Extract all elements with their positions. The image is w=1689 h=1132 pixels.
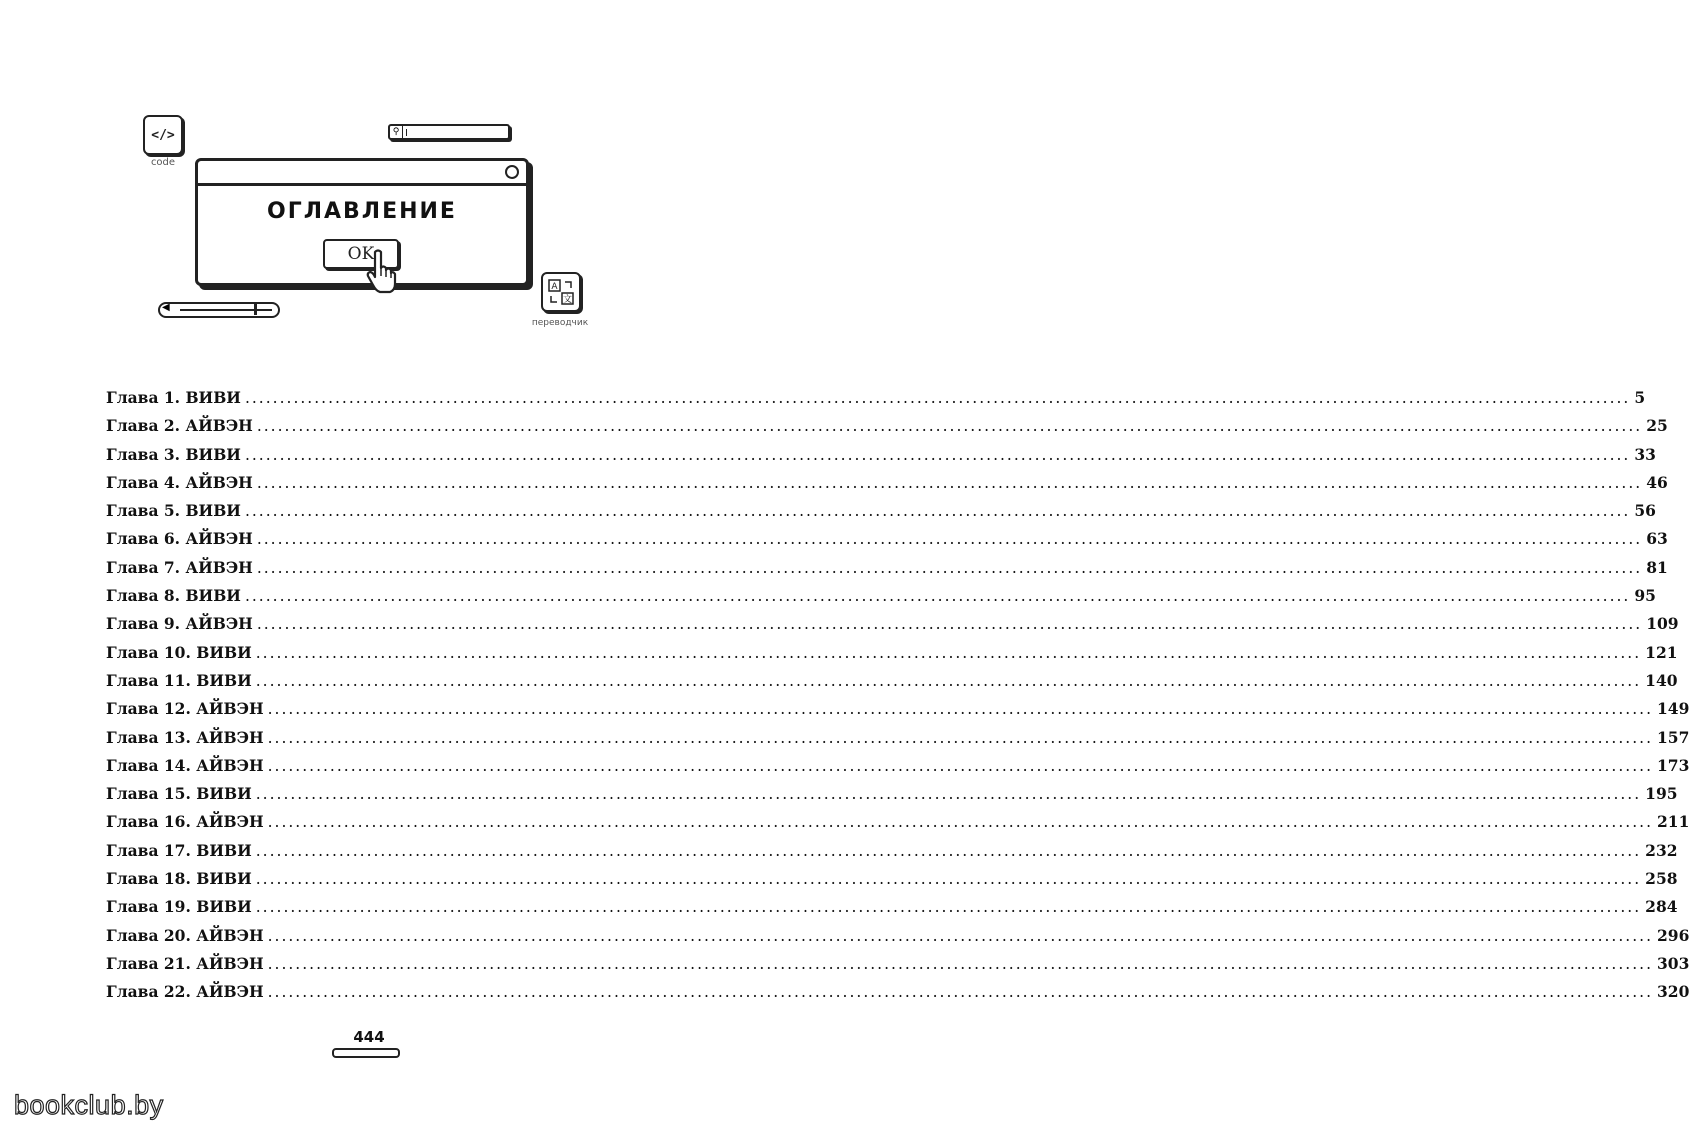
toc-entry-page: 157 [1657,727,1689,747]
toc-leader-dots: ........................................................................................................................................................................................................ [267,700,1653,719]
toc-entry-title: Глава 11. ВИВИ [106,670,252,690]
toc-entry-page: 303 [1657,953,1689,973]
toc-entry-title: Глава 16. АЙВЭН [106,812,264,832]
toc-entry-page: 46 [1646,472,1668,492]
toc-entry[interactable] [106,444,1656,473]
toc-entry-page: 149 [1657,699,1689,719]
toc-entry-title: Глава 15. ВИВИ [106,784,252,804]
page-number: 444 [353,1028,385,1046]
toc-entry-title: Глава 1. ВИВИ [106,388,241,407]
toc-entry-title: Глава 2. АЙВЭН [106,416,253,436]
toc-entry[interactable] [106,897,1678,925]
toc-leader-dots: ........................................................................................................................................................................................................ [256,530,1643,549]
toc-entry[interactable] [106,388,1646,416]
toc-entry[interactable] [106,925,1689,954]
toc-entry[interactable] [106,670,1678,699]
toc-entry-title: Глава 12. АЙВЭН [106,699,264,719]
toc-entry-page: 195 [1645,784,1678,804]
volume-knob[interactable] [254,303,257,315]
toc-entry-title: Глава 8. ВИВИ [106,586,241,606]
svg-text:文: 文 [562,295,573,305]
toc-entry-page: 140 [1645,670,1678,690]
toc-entry-title: Глава 9. АЙВЭН [106,614,253,634]
toc-leader-dots: ........................................................................................................................................................................................................ [255,841,1642,860]
toc-entry-page: 232 [1645,840,1678,860]
toc-leader-dots: ........................................................................................................................................................................................................ [255,898,1642,917]
toc-entry-page: 296 [1657,925,1689,945]
toc-entry[interactable] [106,501,1656,529]
watermark: bookclub.by [14,1090,164,1120]
toc-entry-page: 121 [1645,642,1678,662]
toc-entry-page: 284 [1645,897,1678,917]
toc-leader-dots: ........................................................................................................................................................................................................ [255,671,1642,690]
toc-leader-dots: ........................................................................................................................................................................................................ [244,445,1631,464]
toc-entry-page: 81 [1646,557,1668,577]
toc-leader-dots: ........................................................................................................................................................................................................ [256,417,1643,436]
speaker-icon: ◀ [162,302,170,313]
toc-entry-title: Глава 14. АЙВЭН [106,755,264,775]
toc-entry[interactable] [106,982,1689,1010]
toc-entry-page: 33 [1634,444,1656,464]
toc-entry[interactable] [106,614,1679,642]
toc-leader-dots: ........................................................................................................................................................................................................ [255,643,1642,662]
toc-entry[interactable] [106,586,1656,614]
toc-entry-title: Глава 18. ВИВИ [106,869,252,889]
toc-entry[interactable] [106,812,1689,840]
toc-entry-page: 63 [1646,529,1668,549]
toc-leader-dots: ........................................................................................................................................................................................................ [267,983,1653,1002]
toc-entry[interactable] [106,784,1678,812]
volume-slider[interactable] [158,302,280,318]
toc-entry[interactable] [106,529,1668,557]
translate-icon-label: переводчик [531,318,589,328]
toc-entry-title: Глава 17. ВИВИ [106,840,252,860]
text-caret [406,129,407,136]
dialog-window [195,158,529,286]
toc-entry-title: Глава 10. ВИВИ [106,642,252,662]
toc-entry[interactable] [106,755,1689,784]
dialog-heading: ОГЛАВЛЕНИЕ [267,199,457,224]
toc-leader-dots: ........................................................................................................................................................................................................ [267,813,1653,832]
toc-entry-title: Глава 22. АЙВЭН [106,982,264,1002]
toc-entry[interactable] [106,416,1668,444]
translate-icon[interactable] [541,272,581,312]
toc-entry-page: 211 [1657,812,1689,832]
toc-entry-page: 109 [1646,614,1679,634]
toc-entry[interactable] [106,699,1689,727]
toc-entry-page: 173 [1657,755,1689,775]
toc-entry-title: Глава 20. АЙВЭН [106,925,264,945]
toc-leader-dots: ........................................................................................................................................................................................................ [267,926,1653,945]
toc-entry-title: Глава 19. ВИВИ [106,897,252,917]
toc-leader-dots: ........................................................................................................................................................................................................ [267,954,1653,973]
toc-entry-page: 5 [1634,388,1646,407]
dialog-titlebar [198,161,526,186]
ok-button[interactable]: OK [323,239,399,269]
toc-entry-title: Глава 13. АЙВЭН [106,727,264,747]
toc-entry-title: Глава 5. ВИВИ [106,501,241,521]
toc-entry[interactable] [106,472,1668,501]
toc-entry[interactable] [106,869,1678,897]
toc-leader-dots: ........................................................................................................................................................................................................ [244,389,1631,407]
toc-entry[interactable] [106,840,1678,869]
toc-entry-page: 25 [1646,416,1668,436]
toc-entry-title: Глава 6. АЙВЭН [106,529,253,549]
toc-entry[interactable] [106,557,1668,586]
svg-text:A: A [551,282,558,292]
toc-entry-title: Глава 4. АЙВЭН [106,472,253,492]
code-icon-label: code [150,157,176,168]
toc-leader-dots: ........................................................................................................................................................................................................ [244,587,1631,606]
close-icon[interactable] [505,165,519,179]
toc-entry-page: 56 [1634,501,1656,521]
volume-track [180,309,272,311]
toc-entry-title: Глава 7. АЙВЭН [106,557,253,577]
toc-leader-dots: ........................................................................................................................................................................................................ [256,473,1643,492]
toc-entry[interactable] [106,727,1689,756]
code-icon[interactable]: </> [143,115,183,155]
toc-leader-dots: ........................................................................................................................................................................................................ [256,558,1643,577]
toc-entry-page: 258 [1645,869,1678,889]
toc-leader-dots: ........................................................................................................................................................................................................ [267,756,1653,775]
toc-leader-dots: ........................................................................................................................................................................................................ [255,785,1642,804]
toc-leader-dots: ........................................................................................................................................................................................................ [267,728,1653,747]
toc-entry[interactable] [106,642,1678,671]
toc-leader-dots: ........................................................................................................................................................................................................ [256,615,1643,634]
hand-cursor-icon [366,248,396,294]
toc-leader-dots: ........................................................................................................................................................................................................ [244,502,1631,521]
toc-leader-dots: ........................................................................................................................................................................................................ [255,870,1642,889]
toc-entry-page: 320 [1657,982,1689,1002]
toc-entry-title: Глава 3. ВИВИ [106,444,241,464]
toc-entry-page: 95 [1634,586,1656,606]
search-input[interactable] [388,124,510,140]
table-of-contents [106,388,1689,1011]
search-icon: ⚲ [390,126,403,138]
page-progress-bar [332,1048,400,1058]
toc-entry[interactable] [106,953,1689,982]
toc-entry-title: Глава 21. АЙВЭН [106,953,264,973]
